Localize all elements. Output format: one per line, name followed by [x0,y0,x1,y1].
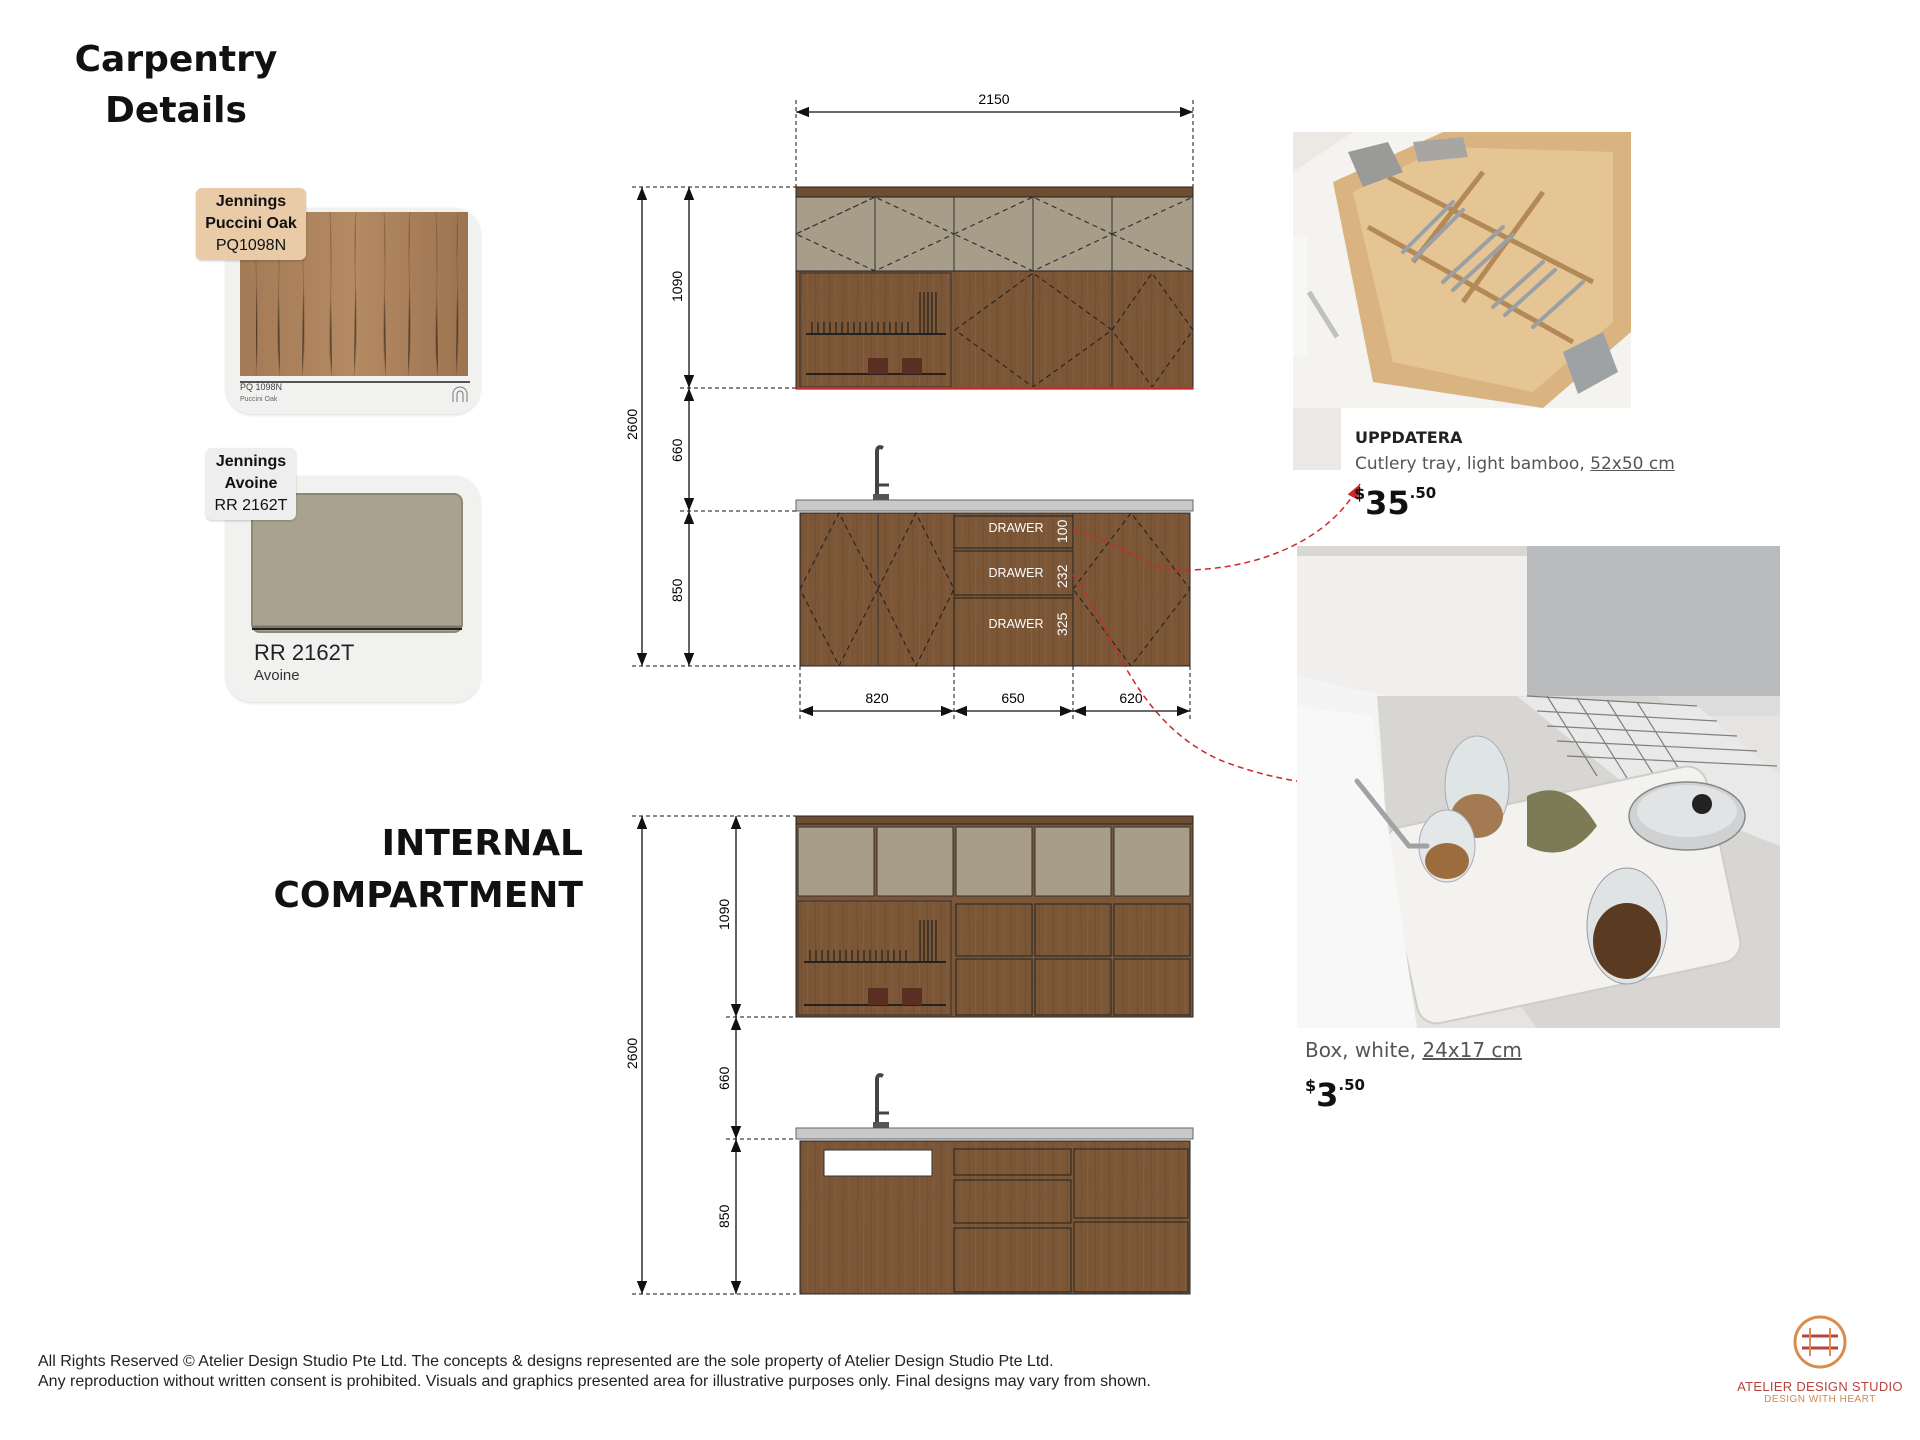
material-name: Puccini Oak [205,215,297,232]
product-price [1305,1076,1365,1114]
price-decimal: .50 [1409,484,1437,502]
section-title-line2: COMPARTMENT [273,875,583,916]
drawer-height-label: 232 [1054,564,1070,588]
drawer-height-label: 325 [1054,612,1070,636]
sample-name-label: Avoine [254,667,300,684]
photo-corner-shadow [1293,408,1341,470]
product-price [1354,484,1436,522]
logo-name: ATELIER DESIGN STUDIO [1737,1379,1903,1394]
bottom-width-label: 650 [1001,690,1025,706]
drawer-label: DRAWER [988,617,1044,631]
lower-height-label: 850 [669,578,685,602]
material-name: Avoine [224,475,278,492]
material-brand: Jennings [215,193,287,210]
cutlery-tray-photo [1293,132,1631,408]
studio-logo [1720,1314,1920,1405]
sample-name-label: Puccini Oak [240,396,278,403]
material-code: PQ1098N [215,237,287,254]
drawer-label: DRAWER [988,521,1044,535]
sink-cutout [824,1150,932,1176]
drawer-box-image [1297,546,1780,1028]
price-decimal: .50 [1338,1076,1365,1094]
drawer-stack [954,516,1073,666]
product-description [1355,454,1675,474]
internal-elevation [624,816,1193,1294]
page-title-line1: Carpentry [74,39,278,80]
logo-tagline: DESIGN WITH HEART [1764,1394,1876,1405]
product-description [1305,1038,1522,1062]
product-desc-text: Cutlery tray, light bamboo, [1355,454,1591,474]
price-whole: 3 [1316,1076,1339,1114]
drawer-label: DRAWER [988,566,1044,580]
exterior-elevation [624,91,1360,784]
footer-line1: All Rights Reserved © Atelier Design Studio Pte Ltd. The concepts & designs represented are the sole property of Atelier Design Studio Pte Ltd. [38,1353,1054,1370]
material-code: RR 2162T [214,497,288,514]
product-size-link[interactable]: 52x50 cm [1590,454,1675,474]
price-currency: $ [1354,484,1366,503]
upper-height-label: 1090 [716,898,732,930]
logo-emblem-icon [1720,1314,1920,1374]
upper-panel-row [796,197,1193,271]
total-height-label: 2600 [624,408,640,440]
product-size-link[interactable]: 24x17 cm [1422,1038,1522,1062]
drawer-height-label: 100 [1054,519,1070,543]
footer-line2: Any reproduction without written consent is prohibited. Visuals and graphics presented area for illustrative purposes only. Final designs may vary from shown. [38,1373,1151,1390]
bottom-width-label: 820 [865,690,889,706]
upper-height-label: 1090 [669,270,685,302]
cutlery-tray-image [1293,132,1631,408]
price-whole: 35 [1365,484,1410,522]
faucet [873,447,889,500]
width-dimension-label: 2150 [978,91,1010,107]
gap-height-label: 660 [669,438,685,462]
price-currency: $ [1305,1076,1317,1095]
drawer-box-photo [1297,546,1780,1028]
material-brand: Jennings [215,453,287,470]
product-name: UPPDATERA [1355,428,1463,447]
sample-code-label: RR 2162T [254,640,355,665]
total-height-label: 2600 [624,1037,640,1069]
sample-code-label: PQ 1098N [240,382,283,392]
gap-height-label: 660 [716,1066,732,1090]
footer-copyright [38,1352,1151,1392]
faucet [873,1075,889,1128]
product-desc-text: Box, white, [1305,1038,1423,1062]
page-title-line2: Details [105,90,247,131]
section-title-line1: INTERNAL [381,823,583,864]
bottom-width-label: 620 [1119,690,1143,706]
lower-height-label: 850 [716,1204,732,1228]
